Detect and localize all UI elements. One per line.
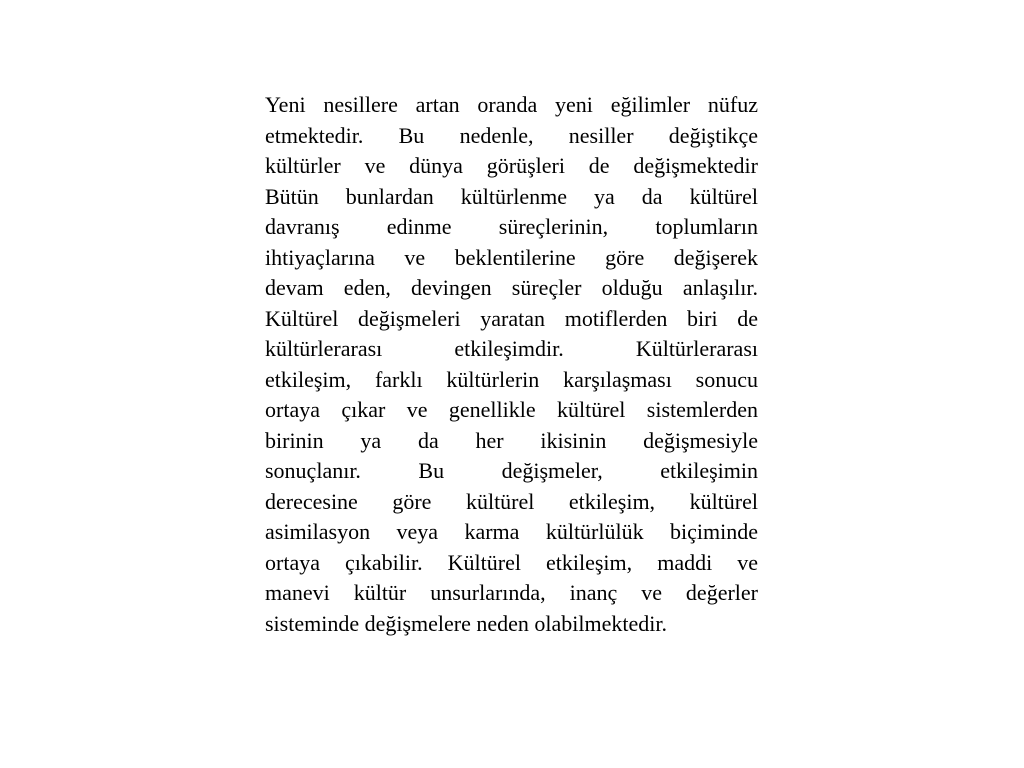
paragraph-line: davranış edinme süreçlerinin, toplumların — [265, 214, 758, 239]
paragraph-line: Yeni nesillere artan oranda yeni eğilimler nüfuz — [265, 92, 758, 117]
paragraph-line: birinin ya da her ikisinin değişmesiyle — [265, 427, 758, 453]
paragraph-line: devam eden, devingen süreçler olduğu anlaşılır. — [265, 275, 758, 300]
paragraph-line: asimilasyon veya karma kültürlülük biçiminde — [265, 519, 758, 544]
paragraph-line: Bütün bunlardan kültürlenme ya da kültürel — [265, 183, 758, 209]
paragraph-line: sonuçlanır. Bu değişmeler, etkileşimin — [265, 458, 758, 483]
paragraph-line: derecesine göre kültürel etkileşim, kültürel — [265, 488, 758, 514]
body-paragraph — [265, 90, 758, 639]
paragraph-line: kültürler ve dünya görüşleri de değişmektedir — [265, 153, 758, 178]
paragraph-line: etkileşim, farklı kültürlerin karşılaşması sonucu — [265, 366, 758, 392]
paragraph-line: sisteminde değişmelere neden olabilmektedir. — [265, 610, 667, 636]
paragraph-line: ortaya çıkabilir. Kültürel etkileşim, maddi ve — [265, 549, 758, 575]
paragraph-line: etmektedir. Bu nedenle, nesiller değiştikçe — [265, 122, 758, 148]
paragraph-line: kültürlerarası etkileşimdir. Kültürlerarası — [265, 336, 758, 361]
paragraph-line: Kültürel değişmeleri yaratan motiflerden biri de — [265, 305, 758, 331]
paragraph-line: ihtiyaçlarına ve beklentilerine göre değişerek — [265, 244, 758, 270]
paragraph-line: ortaya çıkar ve genellikle kültürel sistemlerden — [265, 397, 758, 422]
paragraph-line: manevi kültür unsurlarında, inanç ve değerler — [265, 580, 758, 605]
